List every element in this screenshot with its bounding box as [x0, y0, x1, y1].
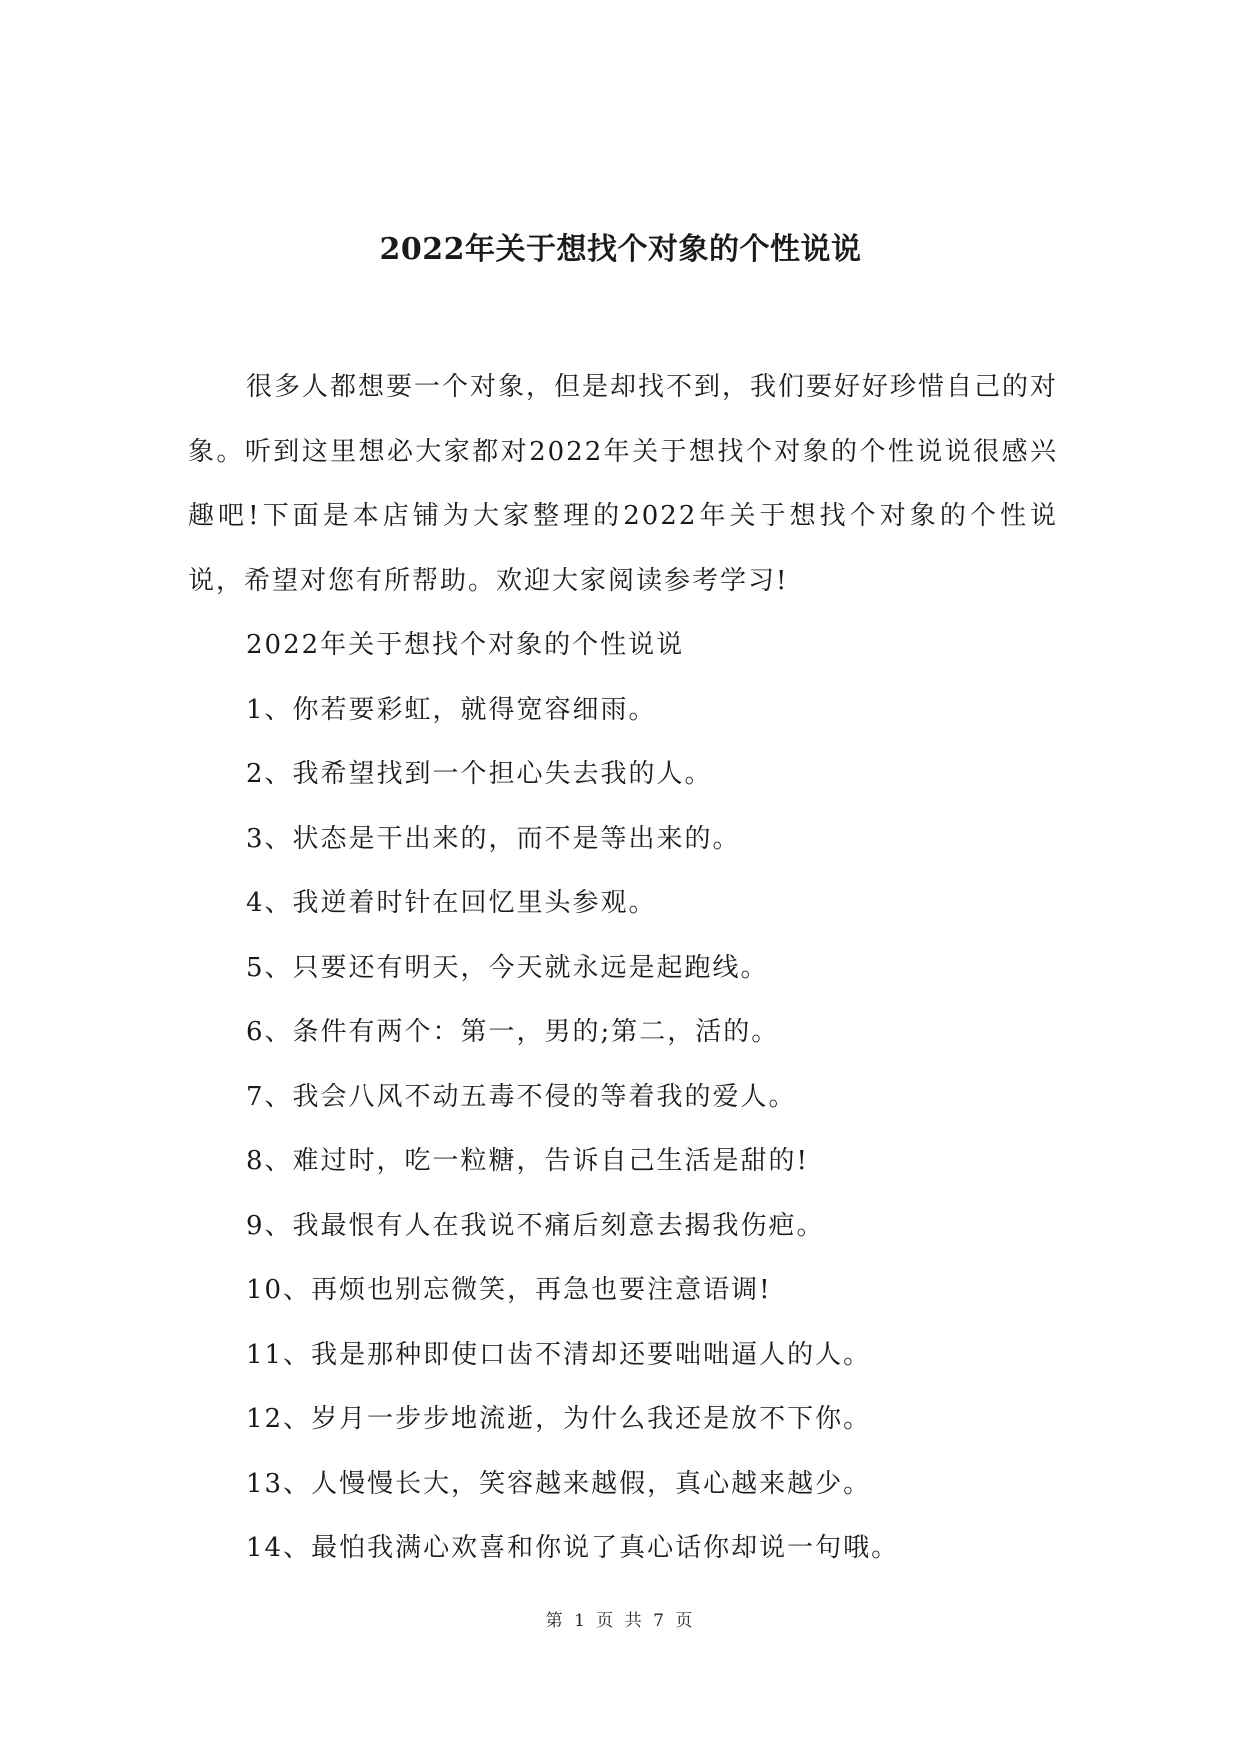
list-item: 12、岁月一步步地流逝，为什么我还是放不下你。	[246, 1404, 872, 1434]
intro-paragraph: 很多人都想要一个对象，但是却找不到，我们要好好珍惜自己的对象。听到这里想必大家都对2022年关于想找个对象的个性说说很感兴趣吧!下面是本店铺为大家整理的2022年关于想找个对象的个性说说，希望对您有所帮助。欢迎大家阅读参考学习!	[188, 372, 1059, 596]
list-item: 2、我希望找到一个担心失去我的人。	[246, 759, 713, 789]
list-item: 4、我逆着时针在回忆里头参观。	[246, 888, 657, 918]
list-item: 7、我会八风不动五毒不侵的等着我的爱人。	[246, 1081, 797, 1112]
list-item: 14、最怕我满心欢喜和你说了真心话你却说一句哦。	[246, 1533, 900, 1563]
document-title: 2022年关于想找个对象的个性说说	[379, 232, 862, 267]
list-item: 9、我最恨有人在我说不痛后刻意去揭我伤疤。	[246, 1210, 825, 1241]
list-item: 3、状态是干出来的，而不是等出来的。	[246, 823, 741, 854]
list-item: 10、再烦也别忘微笑，再急也要注意语调!	[246, 1275, 772, 1305]
list-item: 6、条件有两个：第一，男的;第二，活的。	[246, 1017, 780, 1047]
list-item: 5、只要还有明天，今天就永远是起跑线。	[246, 952, 769, 983]
list-item: 8、难过时，吃一粒糖，告诉自己生活是甜的!	[246, 1146, 809, 1176]
section-heading: 2022年关于想找个对象的个性说说	[246, 630, 685, 660]
list-item: 1、你若要彩虹，就得宽容细雨。	[246, 694, 657, 725]
list-item: 13、人慢慢长大，笑容越来越假，真心越来越少。	[246, 1468, 872, 1499]
page-number-footer: 第 1 页 共 7 页	[545, 1611, 696, 1631]
list-item: 11、我是那种即使口齿不清却还要咄咄逼人的人。	[246, 1339, 872, 1370]
content-list	[246, 613, 1066, 1581]
